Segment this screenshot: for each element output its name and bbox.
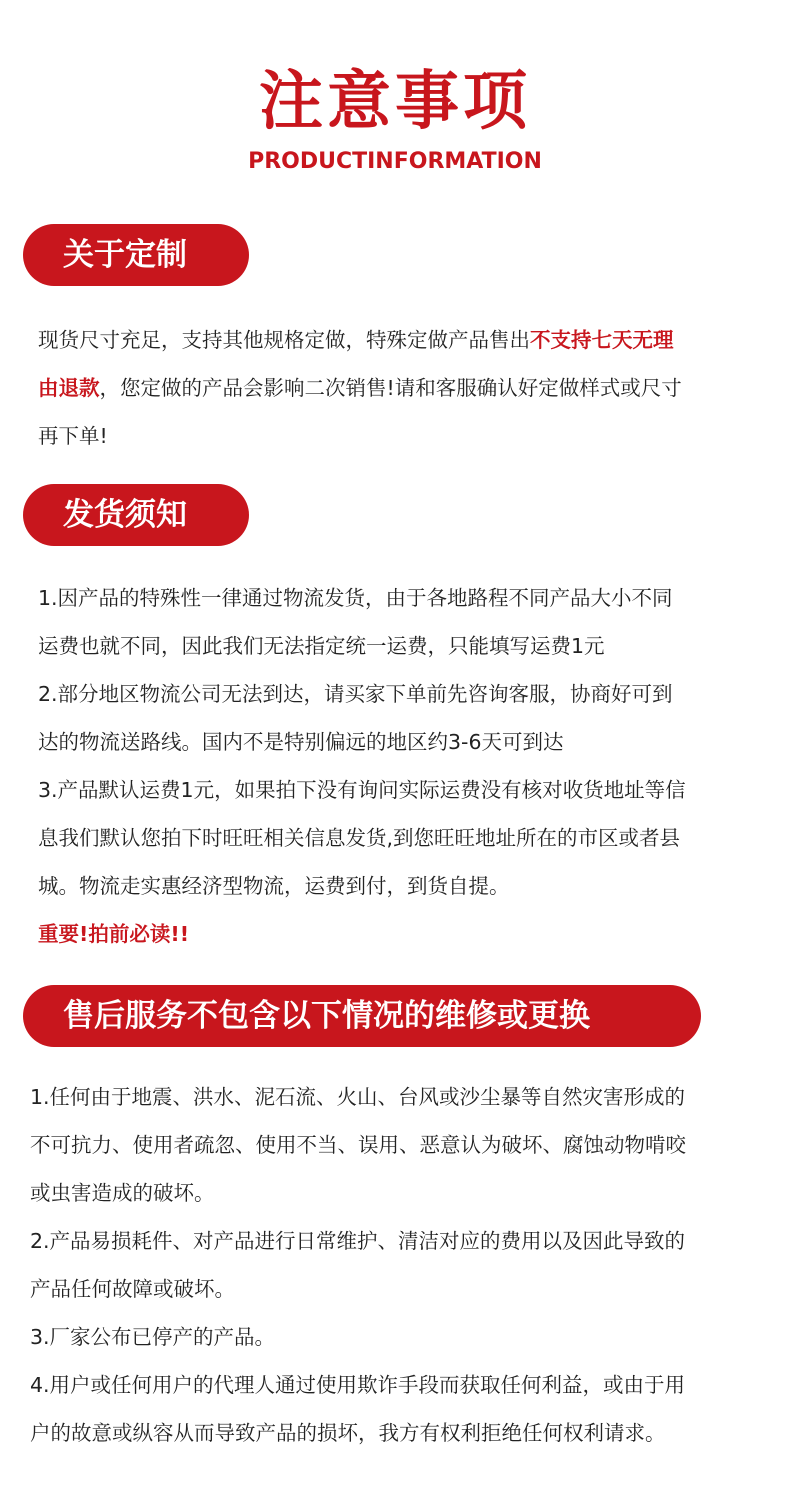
custom-no-return-notice-end: 由退款 [38,376,100,400]
shipping-line: 3.产品默认运费1元，如果拍下没有询问实际运费没有核对收货地址等信 [38,778,686,802]
shipping-line: 运费也就不同，因此我们无法指定统一运费，只能填写运费1元 [38,634,605,658]
section-title-custom: 关于定制 [23,224,249,286]
after-sales-line: 户的故意或纵容从而导致产品的损坏，我方有权利拒绝任何权利请求。 [30,1421,666,1445]
section-title-shipping: 发货须知 [23,484,249,546]
custom-line-1-text: 现货尺寸充足，支持其他规格定做，特殊定做产品售出 [38,328,530,352]
after-sales-line: 4.用户或任何用户的代理人通过使用欺诈手段而获取任何利益，或由于用 [30,1373,686,1397]
after-sales-line: 2.产品易损耗件、对产品进行日常维护、清洁对应的费用以及因此导致的 [30,1229,686,1253]
after-sales-line: 1.任何由于地震、洪水、泥石流、火山、台风或沙尘暴等自然灾害形成的 [30,1085,686,1109]
shipping-line: 城。物流走实惠经济型物流，运费到付，到货自提。 [38,874,510,898]
section-title-after-sales: 售后服务不包含以下情况的维修或更换 [23,985,701,1047]
after-sales-line: 不可抗力、使用者疏忽、使用不当、误用、恶意认为破坏、腐蚀动物啃咬 [30,1133,686,1157]
page-subtitle: PRODUCTINFORMATION [248,149,542,174]
custom-line-2-text: ，您定做的产品会影响二次销售!请和客服确认好定做样式或尺寸 [99,376,682,400]
custom-line-1 [38,316,682,364]
shipping-line: 达的物流送路线。国内不是特别偏远的地区约3-6天可到达 [38,730,564,754]
shipping-line: 息我们默认您拍下时旺旺相关信息发货,到您旺旺地址所在的市区或者县 [38,826,681,850]
shipping-line: 1.因产品的特殊性一律通过物流发货，由于各地路程不同产品大小不同 [38,586,673,610]
custom-no-return-notice: 不支持七天无理 [530,328,674,352]
after-sales-line: 产品任何故障或破坏。 [30,1277,235,1301]
after-sales-line: 3.厂家公布已停产的产品。 [30,1325,276,1349]
after-sales-line: 或虫害造成的破坏。 [30,1181,215,1205]
after-sales-paragraph [30,1073,686,1457]
page-header [0,62,790,176]
custom-paragraph [38,316,682,460]
shipping-line: 2.部分地区物流公司无法到达，请买家下单前先咨询客服，协商好可到 [38,682,673,706]
custom-line-3: 再下单! [38,424,108,448]
custom-line-2 [38,364,682,412]
shipping-paragraph [38,574,686,958]
page-title: 注意事项 [259,65,531,139]
shipping-important-notice: 重要!拍前必读!! [38,922,190,946]
